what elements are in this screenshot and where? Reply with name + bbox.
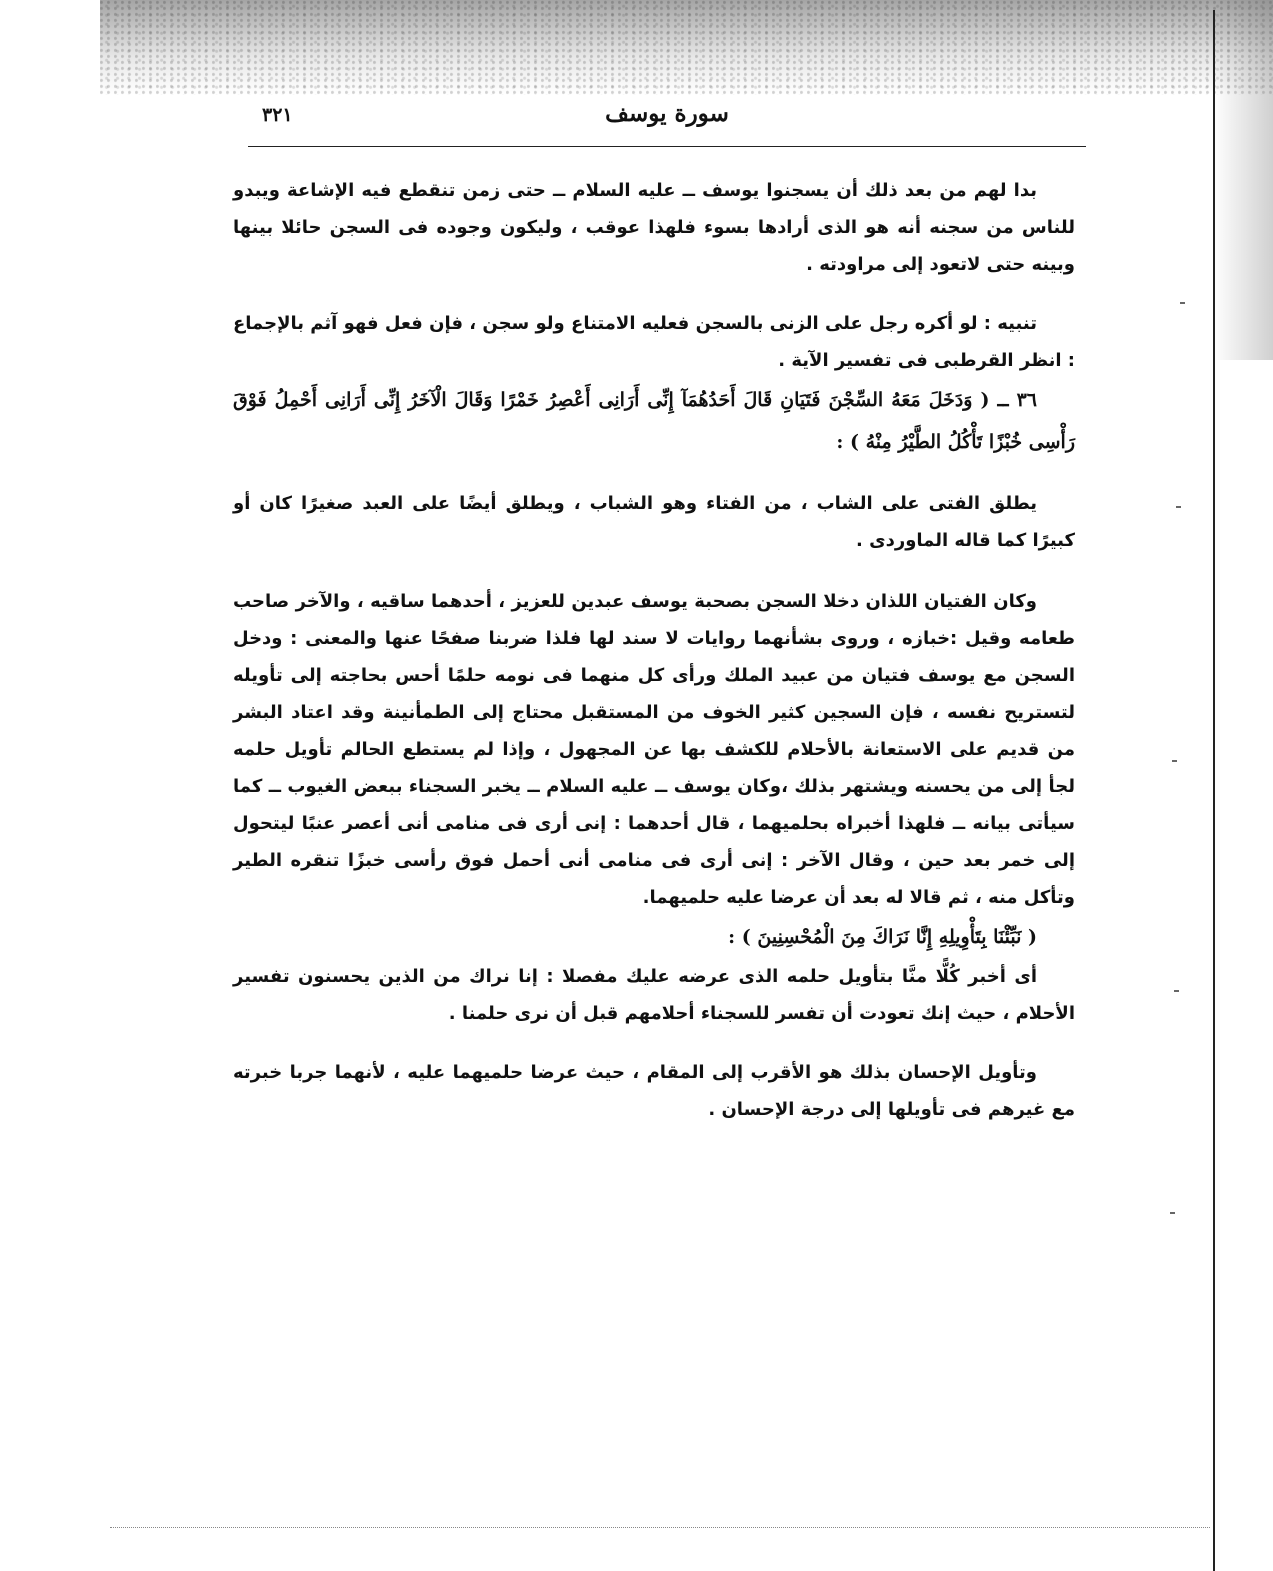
running-title: سورة يوسف: [605, 100, 729, 127]
page-body: [233, 172, 1075, 1128]
paragraph: وكان الفتيان اللذان دخلا السجن بصحبة يوسف عبدين للعزيز ، أحدهما ساقيه ، والآخر صاحب طعامه وقيل :خبازه ، وروى بشأنهما روايات لا سند لها فلذا ضربنا صفحًا عنها والمعنى : ودخل السجن مع يوسف فتيان من عبيد الملك ورأى كل منهما فى نومه حلمًا أحس بحاجته إلى تأويله لتستريح نفسه ، فإن السجين كثير الخوف من المستقبل محتاج إلى الطمأنينة وقد اعتاد البشر من قديم على الاستعانة بالأحلام للكشف بها عن المجهول ، وإذا لم يستطع الحالم تأويل حلمه لجأ إلى من يحسنه ويشتهر بذلك ،وكان يوسف ــ عليه السلام ــ يخبر السجناء ببعض الغيوب ــ كما سيأتى بيانه ــ فلهذا أخبراه بحلميهما ، قال أحدهما : إنى أرى فى منامى أنى أعصر عنبًا ليتحول إلى خمر بعد حين ، وقال الآخر : إنى أرى فى منامى أنى أحمل فوق رأسى خبزًا تنقره الطير وتأكل منه ، ثم قالا له بعد أن عرضا عليه حلميهما.: [233, 591, 1075, 908]
paragraph: يطلق الفتى على الشاب ، من الفتاء وهو الشباب ، ويطلق أيضًا على العبد صغيرًا كان أو كبيرًا كما قاله الماوردى .: [233, 493, 1075, 551]
scan-shadow-right: [1213, 0, 1273, 360]
bottom-edge-line: [110, 1527, 1210, 1528]
paragraph: وتأويل الإحسان بذلك هو الأقرب إلى المقام ، حيث عرضا حلميهما عليه ، لأنهما جربا خبرته مع غيرهم فى تأويلها إلى درجة الإحسان .: [233, 1062, 1075, 1120]
scan-speck: [1176, 506, 1181, 508]
page-number: ٣٢١: [262, 104, 293, 126]
scan-speck: [1174, 990, 1179, 992]
binding-edge-line: [1213, 10, 1215, 1571]
scan-speck: [1180, 302, 1185, 304]
page-header: [248, 100, 1086, 147]
paragraph: أى أخبر كُلًّا منَّا بتأويل حلمه الذى عرضه عليك مفصلا : إنا نراك من الذين يحسنون تفسير الأحلام ، حيث إنك تعودت أن تفسر للسجناء أحلامهم قبل أن نرى حلمنا .: [233, 966, 1075, 1024]
verse-quote: ( نَبِّئْنَا بِتَأْوِيلِهِ إِنَّا نَرَاكَ مِنَ الْمُحْسِنِينَ ) :: [728, 926, 1037, 948]
scan-speck: [1170, 1212, 1175, 1214]
scan-shadow-top: [100, 0, 1273, 95]
scan-speck: [1172, 760, 1177, 762]
paragraph: بدا لهم من بعد ذلك أن يسجنوا يوسف ــ عليه السلام ــ حتى زمن تنقطع فيه الإشاعة ويبدو للناس من سجنه أنه هو الذى أرادها بسوء فلهذا عوقب ، وليكون وجوده فى السجن حائلا بينها وبينه حتى لاتعود إلى مراودته .: [233, 180, 1075, 275]
note-paragraph: تنبيه : لو أكره رجل على الزنى بالسجن فعليه الامتناع ولو سجن ، فإن فعل فهو آثم بالإجماع : انظر القرطبى فى تفسير الآية .: [233, 313, 1075, 371]
verse-36: ٣٦ ــ ( وَدَخَلَ مَعَهُ السِّجْنَ فَتَيَانِ قَالَ أَحَدُهُمَآ إِنِّى أَرَانِى أَعْصِرُ خَمْرًا وَقَالَ الْآخَرُ إِنِّى أَرَانِى أَحْمِلُ فَوْقَ رَأْسِى خُبْزًا تَأْكُلُ الطَّيْرُ مِنْهُ ) :: [233, 389, 1075, 453]
